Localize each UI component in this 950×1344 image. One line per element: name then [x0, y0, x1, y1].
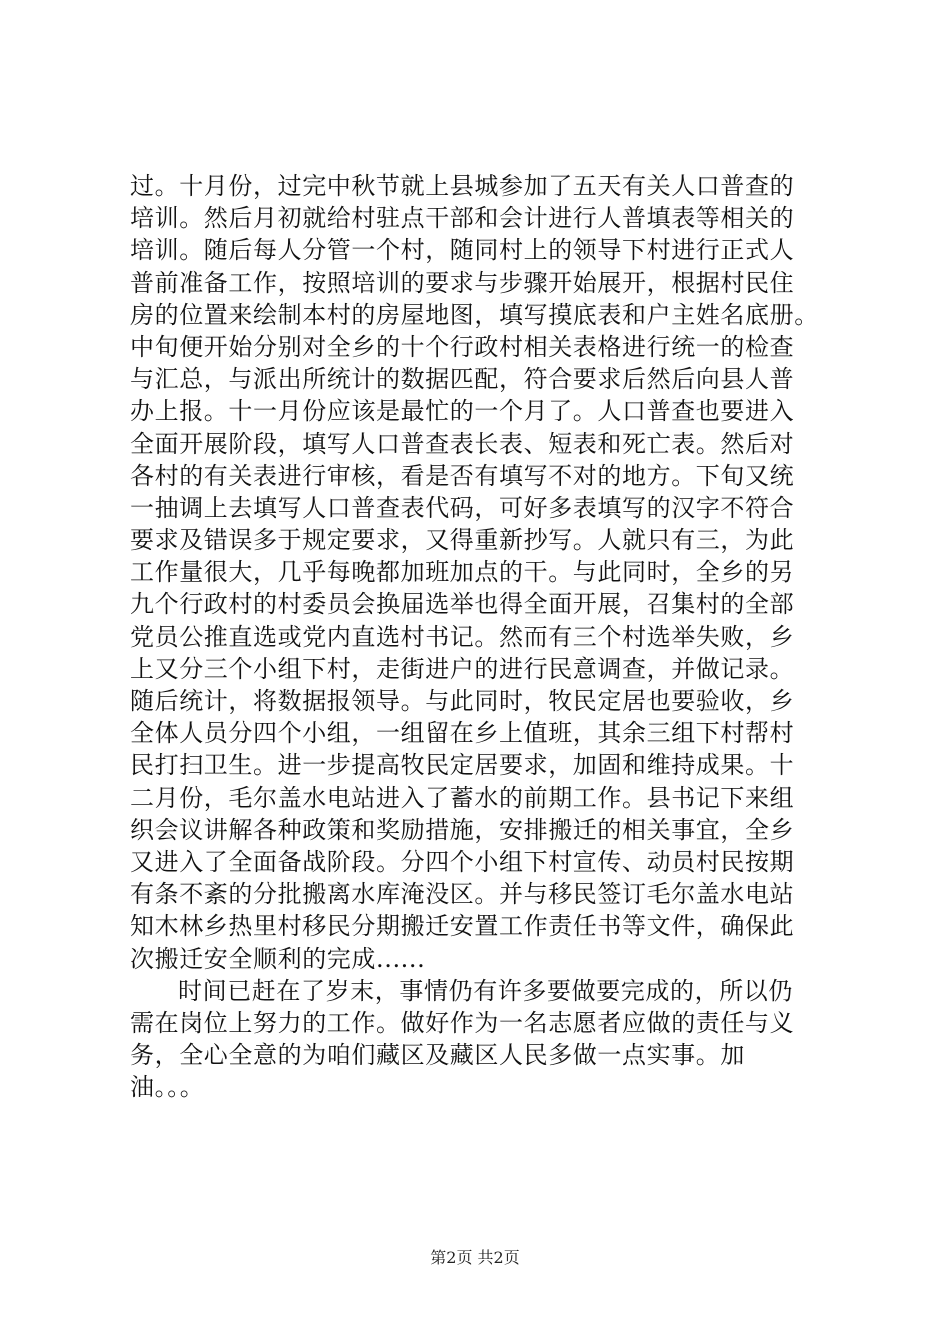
- text-line: 又进入了全面备战阶段。分四个小组下村宣传、动员村民按期: [130, 847, 795, 876]
- text-line: 全体人员分四个小组，一组留在乡上值班，其余三组下村帮村: [130, 719, 795, 748]
- text-line: 二月份，毛尔盖水电站进入了蓄水的前期工作。县书记下来组: [130, 783, 795, 812]
- text-line: 培训。然后月初就给村驻点干部和会计进行人普填表等相关的: [130, 204, 795, 233]
- text-line: 要求及错误多于规定要求，又得重新抄写。人就只有三，为此: [130, 526, 795, 555]
- text-line: 培训。随后每人分管一个村，随同村上的领导下村进行正式人: [130, 236, 795, 265]
- text-line: 各村的有关表进行审核，看是否有填写不对的地方。下旬又统: [130, 461, 795, 490]
- text-line: 党员公推直选或党内直选村书记。然而有三个村选举失败，乡: [130, 622, 795, 651]
- text-line: 次搬迁安全顺利的完成......: [130, 944, 426, 973]
- text-line: 油。。。: [130, 1073, 205, 1102]
- text-line: 有条不紊的分批搬离水库淹没区。并与移民签订毛尔盖水电站: [130, 880, 795, 909]
- text-line: 上又分三个小组下村，走街进户的进行民意调查，并做记录。: [130, 654, 795, 683]
- text-line: 务，全心全意的为咱们藏区及藏区人民多做一点实事。加: [130, 1041, 745, 1070]
- text-line: 知木林乡热里村移民分期搬迁安置工作责任书等文件，确保此: [130, 912, 795, 941]
- text-line: 房的位置来绘制本村的房屋地图，填写摸底表和户主姓名底册。: [130, 300, 819, 329]
- paragraph-first-line: 时间已赶在了岁末，事情仍有许多要做要完成的，所以仍: [178, 976, 793, 1005]
- text-line: 工作量很大，几乎每晚都加班加点的干。与此同时，全乡的另: [130, 558, 795, 587]
- text-line: 随后统计，将数据报领导。与此同时，牧民定居也要验收，乡: [130, 687, 795, 715]
- body-text: [130, 170, 830, 1103]
- text-line: 一抽调上去填写人口普查表代码，可好多表填写的汉字不符合: [130, 493, 795, 522]
- text-line: 普前准备工作，按照培训的要求与步骤开始展开，根据村民住: [130, 268, 795, 297]
- text-line: 织会议讲解各种政策和奖励措施，安排搬迁的相关事宜，全乡: [130, 815, 795, 844]
- text-line: 办上报。十一月份应该是最忙的一个月了。人口普查也要进入: [130, 397, 795, 426]
- text-line: 全面开展阶段，填写人口普查表长表、短表和死亡表。然后对: [130, 429, 795, 458]
- text-line: 民打扫卫生。进一步提高牧民定居要求，加固和维持成果。十: [130, 751, 795, 780]
- text-line: 过。十月份，过完中秋节就上县城参加了五天有关人口普查的: [130, 172, 795, 200]
- page-number-footer: 第2页 共2页: [430, 1248, 520, 1267]
- text-line: 需在岗位上努力的工作。做好作为一名志愿者应做的责任与义: [130, 1008, 795, 1037]
- text-line: 九个行政村的村委员会换届选举也得全面开展，召集村的全部: [130, 590, 795, 619]
- text-line: 与汇总，与派出所统计的数据匹配，符合要求后然后向县人普: [130, 365, 795, 394]
- text-line: 中旬便开始分别对全乡的十个行政村相关表格进行统一的检查: [130, 332, 795, 361]
